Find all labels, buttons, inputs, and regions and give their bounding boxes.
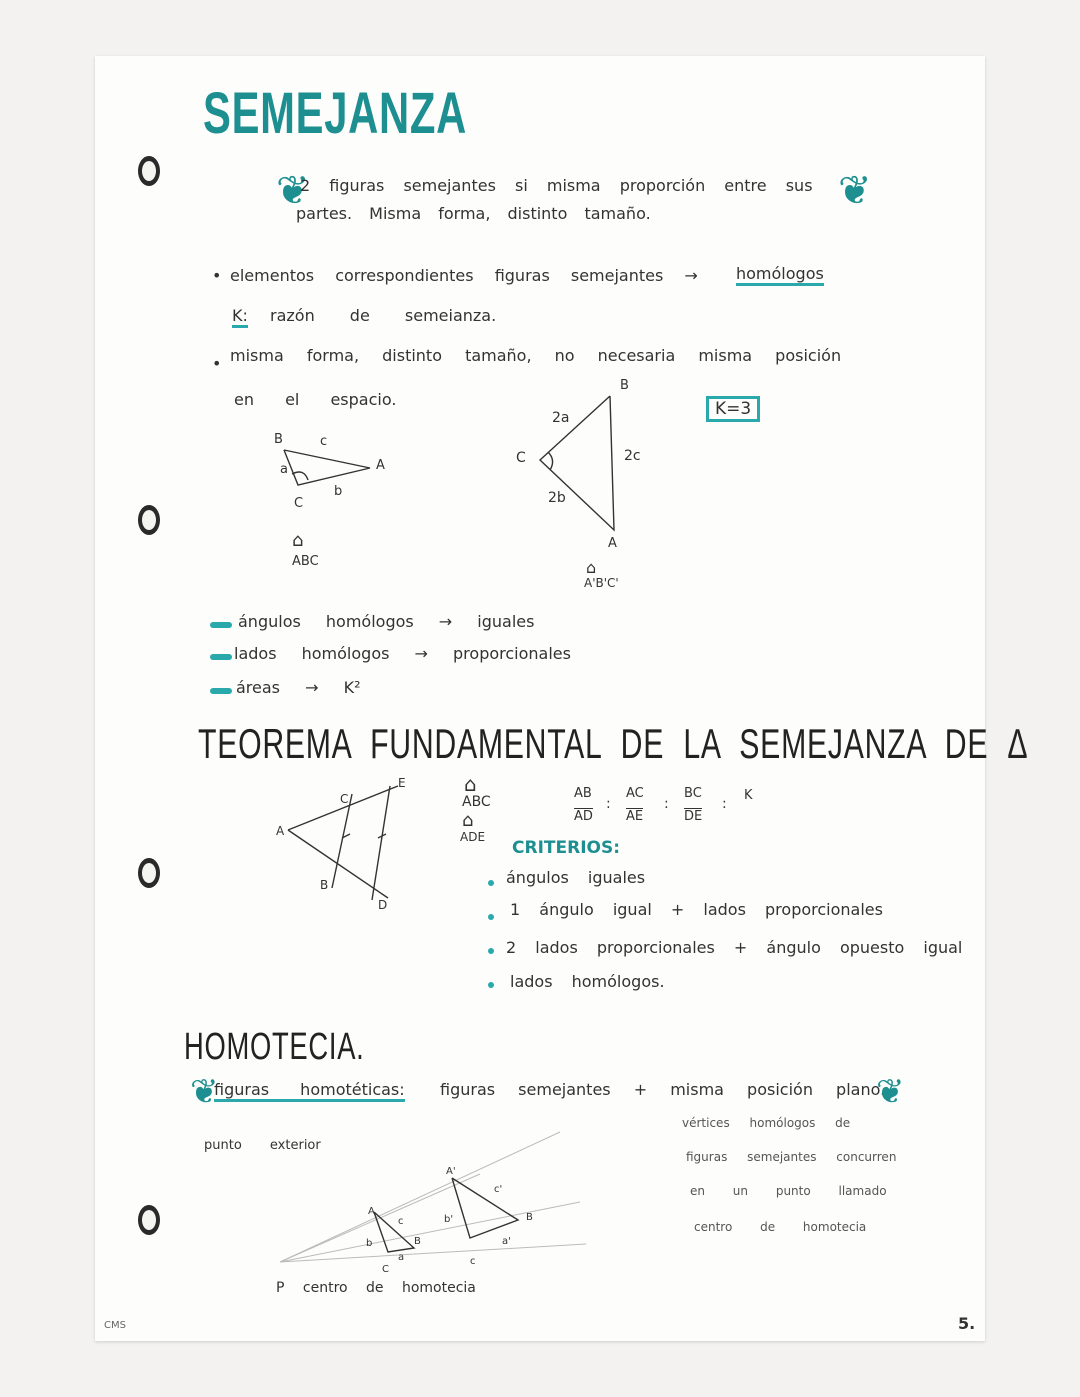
tri2-side-a: 2a: [552, 410, 570, 426]
triangle-abc-figure: [270, 430, 400, 520]
ratio1-den: AD: [574, 809, 593, 824]
k-definition: razón de semeianza.: [270, 306, 497, 325]
k-label: K:: [232, 306, 248, 328]
bullet-homologous: elementos correspondientes figuras semejantes →: [230, 266, 698, 285]
vine-decoration-right: ❦: [838, 168, 872, 214]
tri1-name: ABC: [292, 554, 319, 569]
arrow-icon: [210, 654, 232, 660]
ratio-k: K: [744, 788, 753, 803]
theorem-tri-ade: ADE: [460, 830, 486, 844]
tri2-hat-icon: ⌂: [586, 558, 597, 577]
homo-side-b-prime: b': [444, 1214, 454, 1225]
criteria-title: CRITERIOS:: [512, 838, 621, 858]
tri2-vertex-b: B: [620, 378, 629, 393]
homo-vertex-a-prime: A': [446, 1166, 456, 1177]
ratio2-num: AC: [626, 786, 644, 801]
homotecia-caption: P centro de homotecia: [276, 1280, 476, 1296]
homo-vertex-a: A: [368, 1206, 375, 1217]
homotecia-title: HOMOTECIA.: [184, 1026, 365, 1068]
binder-hole: [138, 505, 160, 535]
theorem-vertex-d: D: [378, 898, 388, 912]
binder-hole: [138, 858, 160, 888]
homo-vertex-c: C: [382, 1264, 389, 1275]
homotecia-figure: [280, 1126, 590, 1276]
homo-side-b: b: [366, 1238, 373, 1249]
definition-line-2: partes. Misma forma, distinto tamaño.: [296, 204, 651, 223]
ratio2-den: AE: [626, 809, 644, 824]
homologous-term: homólogos: [736, 264, 824, 286]
criteria-item: 2 lados proporcionales + ángulo opuesto igual: [506, 938, 963, 957]
homotecia-term: figuras homotéticas:: [214, 1080, 405, 1102]
tri2-vertex-a: A: [608, 536, 617, 551]
ratio-eq: :: [606, 796, 611, 812]
bullet-position-line-2: en el espacio.: [234, 390, 397, 409]
side-note-line: figuras semejantes concurren: [686, 1150, 897, 1164]
tri1-vertex-c: C: [294, 496, 304, 511]
punto-exterior-label: punto exterior: [204, 1138, 321, 1153]
ratio-eq: :: [664, 796, 669, 812]
arrow-icon: [210, 688, 232, 694]
page-number: 5.: [958, 1314, 976, 1333]
ratio3-num: BC: [684, 786, 702, 801]
tri2-name: A'B'C': [584, 576, 619, 590]
theorem-vertex-c: C: [340, 792, 349, 806]
property-angles: ángulos homólogos → iguales: [238, 612, 535, 631]
homo-vertex-b-prime: B: [526, 1212, 533, 1223]
binder-hole: [138, 1205, 160, 1235]
bullet-dot: [488, 914, 494, 920]
tri1-side-a: a: [280, 462, 288, 477]
bullet-dot: [488, 982, 494, 988]
tri1-side-b: b: [334, 484, 343, 499]
tri2-side-c: 2c: [624, 448, 641, 464]
vine-decoration-right: ❦: [876, 1072, 905, 1112]
theorem-tri-abc: ABC: [462, 794, 491, 810]
arrow-icon: [210, 622, 232, 628]
tri1-vertex-a: A: [376, 458, 385, 473]
homo-side-a: a: [398, 1252, 405, 1263]
hat-icon: ⌂: [464, 772, 477, 796]
side-note-line: centro de homotecia: [694, 1220, 867, 1234]
tri1-vertex-b: B: [274, 432, 283, 447]
theorem-vertex-b: B: [320, 878, 329, 892]
theorem-vertex-e: E: [398, 776, 406, 790]
bullet-dot: [488, 880, 494, 886]
definition-line-1: 2 figuras semejantes si misma proporción entre sus: [300, 176, 813, 195]
tri1-hat-icon: ⌂: [292, 530, 304, 551]
side-note-line: vértices homólogos de: [682, 1116, 851, 1130]
vine-decoration-left: ❦: [276, 168, 310, 214]
hat-icon: ⌂: [462, 810, 474, 831]
tri2-vertex-c: C: [516, 450, 526, 466]
property-sides: lados homólogos → proporcionales: [234, 644, 571, 663]
ratio1-num: AB: [574, 786, 592, 801]
theorem-vertex-a: A: [276, 824, 285, 838]
side-note-line: en un punto llamado: [690, 1184, 887, 1198]
k-value-box: K=3: [706, 396, 760, 422]
author-initials: CMS: [104, 1320, 126, 1331]
bullet-dot: •: [212, 266, 222, 285]
ratio-eq: :: [722, 796, 727, 812]
bullet-position-line-1: misma forma, distinto tamaño, no necesaria misma posición: [230, 346, 842, 365]
homo-vertex-b: B: [414, 1236, 421, 1247]
homotecia-definition: figuras semejantes + misma posición plano.: [440, 1080, 886, 1099]
tri2-side-b: 2b: [548, 490, 566, 506]
criteria-item: lados homólogos.: [510, 972, 665, 991]
theorem-title: TEOREMA FUNDAMENTAL DE LA SEMEJANZA DE Δ: [198, 720, 1029, 767]
page-title: SEMEJANZA: [203, 81, 468, 146]
criteria-item: 1 ángulo igual + lados proporcionales: [510, 900, 883, 919]
bullet-dot: •: [212, 354, 222, 373]
tri1-side-c: c: [320, 434, 328, 449]
binder-hole: [138, 156, 160, 186]
homo-side-a-prime: a': [502, 1236, 511, 1247]
property-areas: áreas → K²: [236, 678, 361, 697]
criteria-item: ángulos iguales: [506, 868, 646, 887]
homo-vertex-c-prime: c: [470, 1256, 476, 1267]
homo-side-c: c: [398, 1216, 404, 1227]
vine-decoration-left: ❦: [190, 1072, 219, 1112]
ratio3-den: DE: [684, 809, 703, 824]
bullet-dot: [488, 948, 494, 954]
homo-side-c-prime: c': [494, 1184, 503, 1195]
triangle-abc-prime-figure: [530, 390, 650, 540]
